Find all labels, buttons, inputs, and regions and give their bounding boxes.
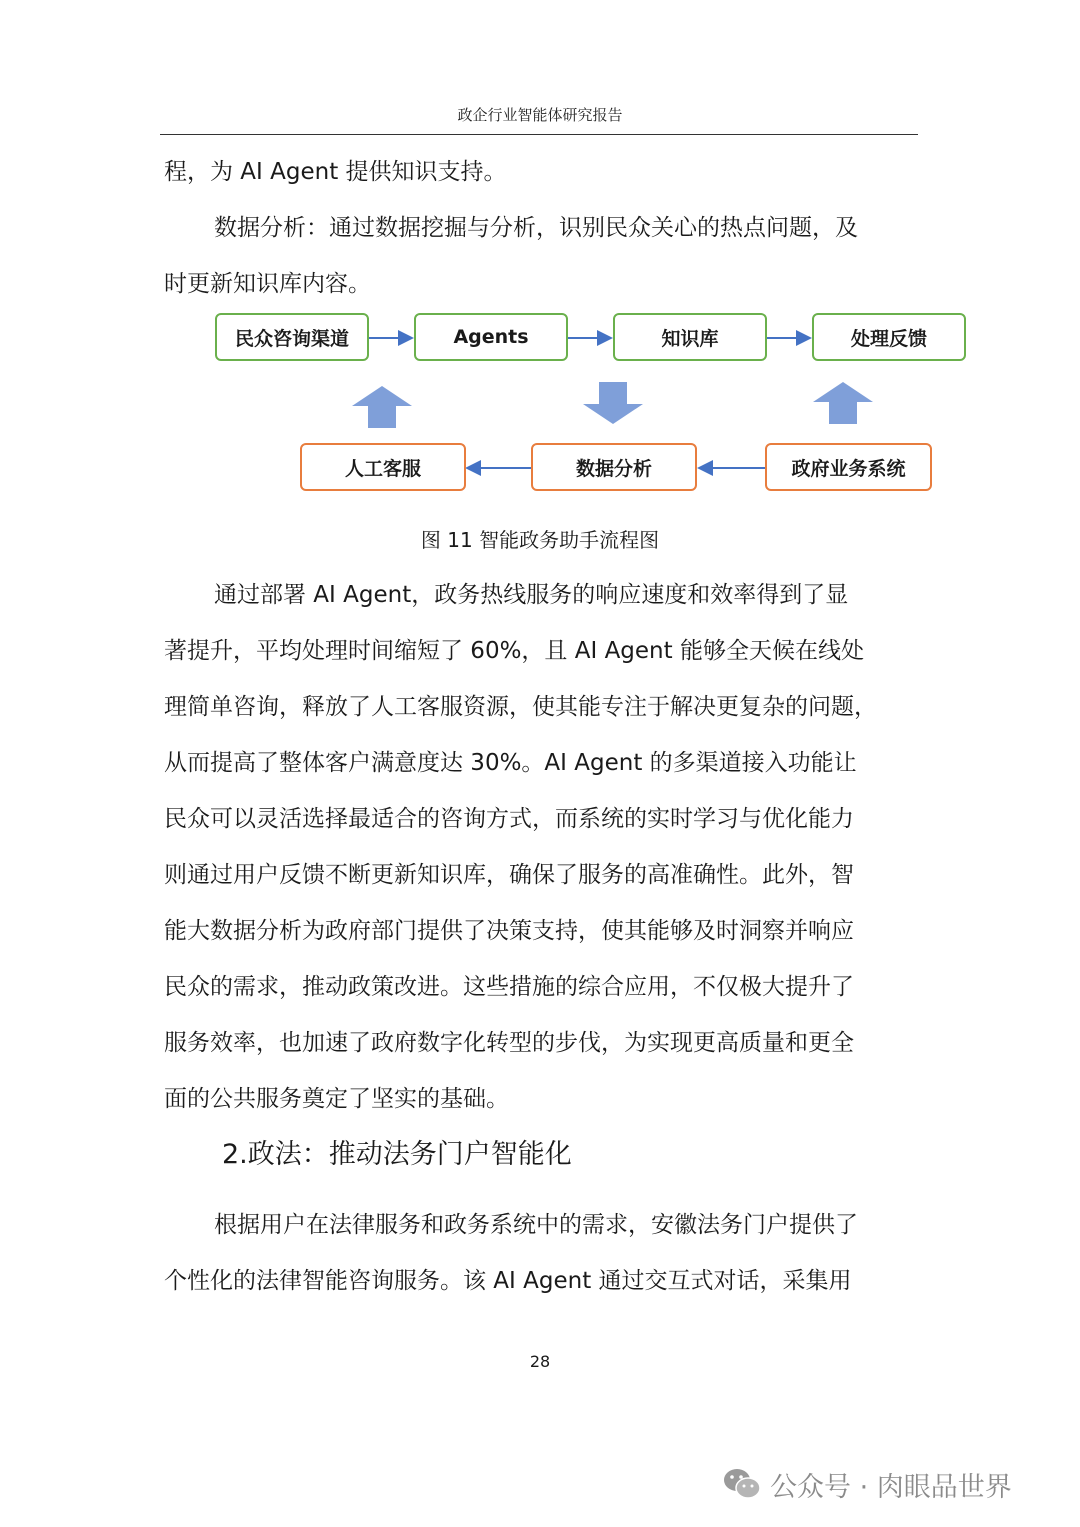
text-line: 时更新知识库内容。 xyxy=(164,271,371,297)
text-line: 民众的需求，推动政策改进。这些措施的综合应用，不仅极大提升了 xyxy=(164,974,854,1000)
text-line: 根据用户在法律服务和政务系统中的需求，安徽法务门户提供了 xyxy=(214,1212,858,1238)
text-line: 理简单咨询，释放了人工客服资源，使其能专注于解决更复杂的问题， xyxy=(164,694,877,720)
paragraph-2 xyxy=(164,567,924,1183)
text-line: 能大数据分析为政府部门提供了决策支持，使其能够及时洞察并响应 xyxy=(164,918,854,944)
running-header: 政企行业智能体研究报告 xyxy=(457,106,623,124)
header-divider xyxy=(160,134,918,135)
paragraph-1 xyxy=(164,144,924,312)
block-arrow-down-icon xyxy=(583,382,643,424)
page-number: 28 xyxy=(529,1352,551,1371)
text-line: 著提升，平均处理时间缩短了 60%，且 AI Agent 能够全天候在线处 xyxy=(164,638,864,664)
block-arrow-up-icon xyxy=(352,386,412,428)
flow-node-human-service: 人工客服 xyxy=(300,443,466,491)
watermark-text: 公众号 · 肉眼品世界 xyxy=(770,1471,1012,1503)
block-arrow-up-icon xyxy=(813,382,873,424)
text-line: 服务效率，也加速了政府数字化转型的步伐，为实现更高质量和更全 xyxy=(164,1030,854,1056)
flow-node-feedback: 处理反馈 xyxy=(812,313,966,361)
text-line: 个性化的法律智能咨询服务。该 AI Agent 通过交互式对话，采集用 xyxy=(164,1268,852,1294)
flow-node-gov-system: 政府业务系统 xyxy=(765,443,932,491)
text-line: 数据分析：通过数据挖掘与分析，识别民众关心的热点问题，及 xyxy=(214,215,858,241)
wechat-icon xyxy=(722,1467,762,1501)
paragraph-3 xyxy=(164,1197,924,1309)
text-line: 程，为 AI Agent 提供知识支持。 xyxy=(164,159,507,185)
flow-node-knowledge-base: 知识库 xyxy=(613,313,767,361)
text-line: 面的公共服务奠定了坚实的基础。 xyxy=(164,1086,509,1112)
flow-node-data-analysis: 数据分析 xyxy=(531,443,697,491)
text-line: 则通过用户反馈不断更新知识库，确保了服务的高准确性。此外，智 xyxy=(164,862,854,888)
flow-node-agents: Agents xyxy=(414,313,568,361)
flowchart xyxy=(0,300,1080,515)
text-line: 民众可以灵活选择最适合的咨询方式，而系统的实时学习与优化能力 xyxy=(164,806,854,832)
watermark xyxy=(722,1462,1012,1506)
text-line: 从而提高了整体客户满意度达 30%。AI Agent 的多渠道接入功能让 xyxy=(164,750,857,776)
figure-caption: 图 11 智能政务助手流程图 xyxy=(420,528,660,552)
section-heading: 2.政法：推动法务门户智能化 xyxy=(222,1139,572,1170)
text-line: 通过部署 AI Agent，政务热线服务的响应速度和效率得到了显 xyxy=(214,582,849,608)
flow-node-consult-channels: 民众咨询渠道 xyxy=(215,313,369,361)
